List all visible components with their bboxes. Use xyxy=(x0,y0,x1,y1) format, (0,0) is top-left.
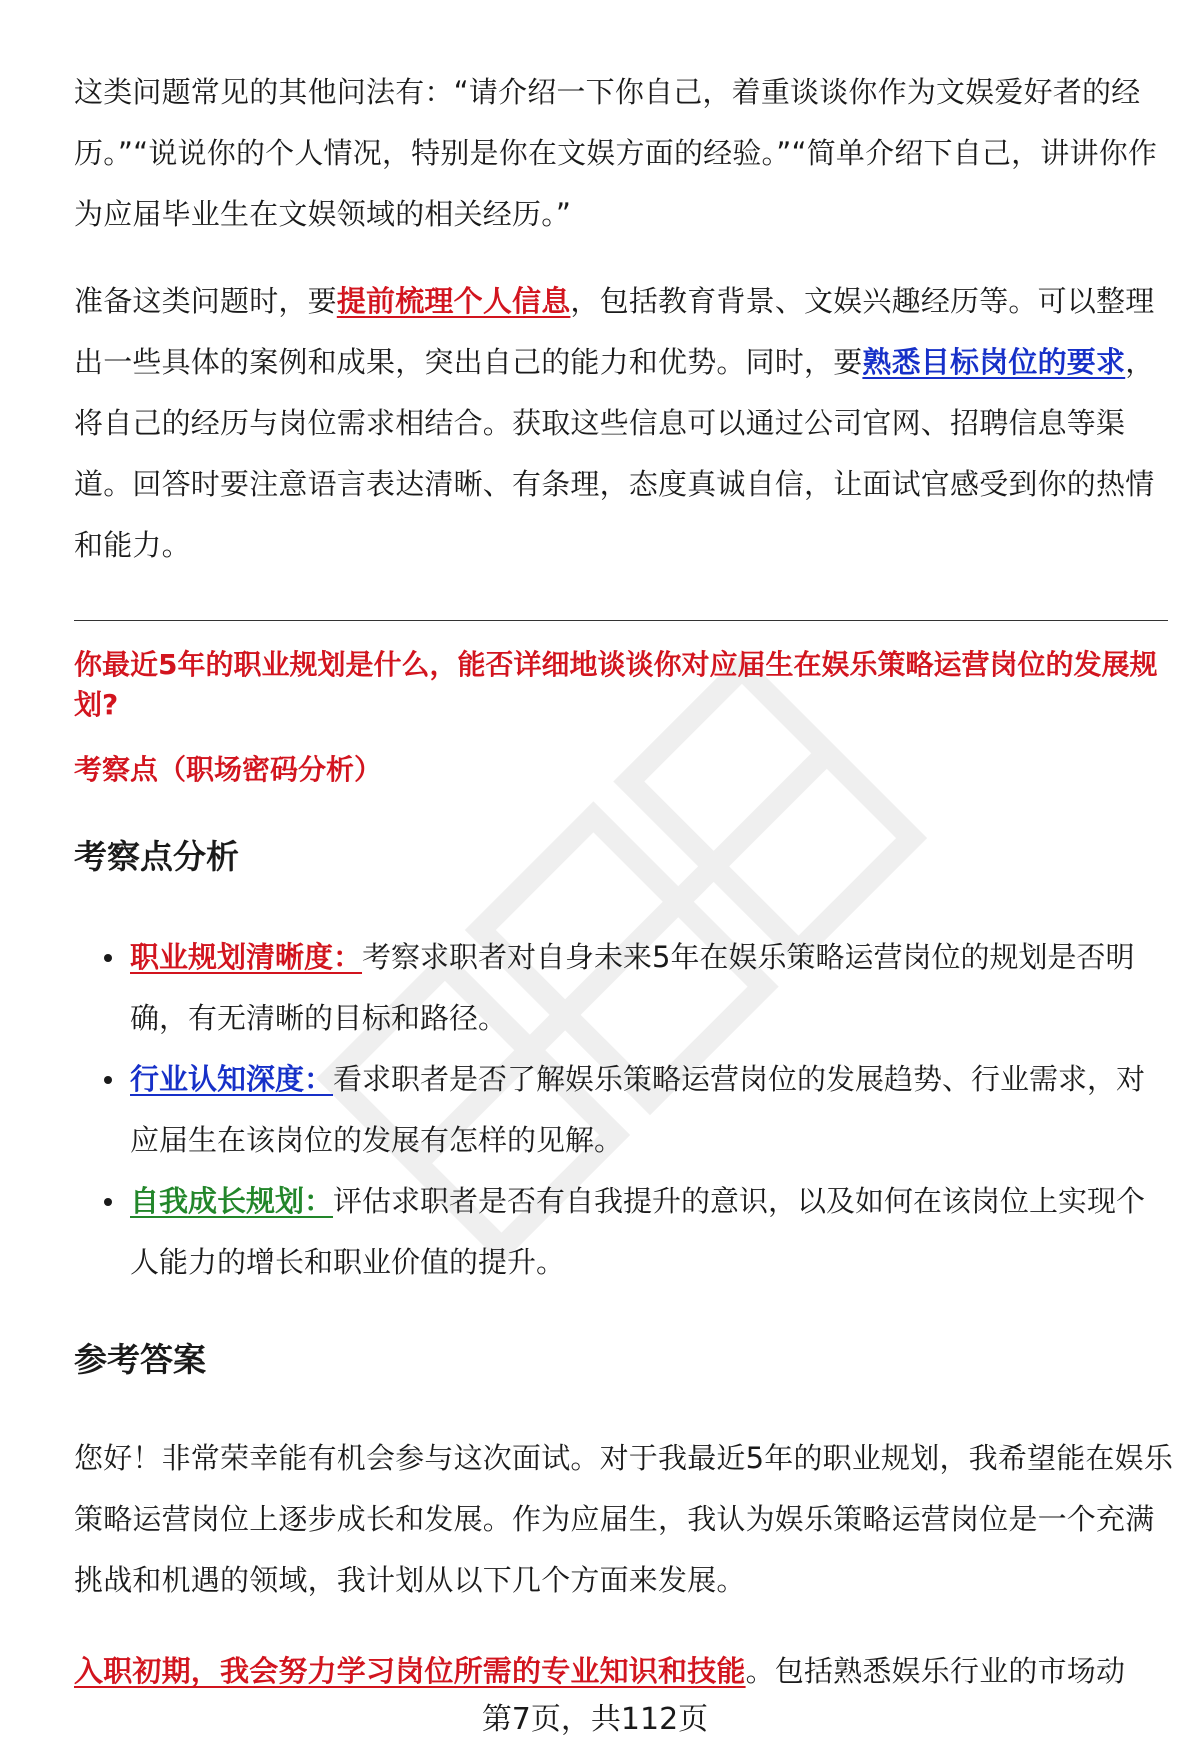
list-item xyxy=(74,927,1174,1049)
bullet-dot xyxy=(104,1198,112,1206)
question-title: 你最近5年的职业规划是什么，能否详细地谈谈你对应届生在娱乐策略运营岗位的发展规划? xyxy=(74,648,1158,721)
analysis-list xyxy=(74,927,1174,1293)
bullet-text: 考察求职者对自身未来5年在娱乐策略运营岗位的规划是否明确，有无清晰的目标和路径。 xyxy=(130,940,1135,1035)
kaocha-tag: 考察点（职场密码分析） xyxy=(74,753,383,786)
analysis-heading: 考察点分析 xyxy=(74,837,239,876)
bullet-text: 评估求职者是否有自我提升的意识，以及如何在该岗位上实现个人能力的增长和职业价值的提升。 xyxy=(130,1184,1146,1279)
answer-heading: 参考答案 xyxy=(74,1340,206,1379)
bullet-label: 职业规划清晰度： xyxy=(130,940,363,974)
highlight-know-requirements: 熟悉目标岗位的要求 xyxy=(862,345,1126,379)
answer-last-text: 。包括熟悉娱乐行业的市场动 xyxy=(745,1654,1126,1688)
answer-block xyxy=(74,1428,1174,1732)
intro-paragraph: 这类问题常见的其他问法有：“请介绍一下你自己，着重谈谈你作为文娱爱好者的经历。”“说说你的个人情况，特别是你在文娱方面的经验。”“简单介绍下自己，讲讲你作为应届毕业生在文娱领域的相关经历。” xyxy=(74,75,1158,231)
bullet-label: 自我成长规划： xyxy=(130,1184,334,1218)
list-item xyxy=(74,1171,1174,1293)
list-item xyxy=(74,1049,1174,1171)
answer-paragraph: 您好！非常荣幸能有机会参与这次面试。对于我最近5年的职业规划，我希望能在娱乐策略运营岗位上逐步成长和发展。作为应届生，我认为娱乐策略运营岗位是一个充满挑战和机遇的领域，我计划从以下几个方面来发展。 xyxy=(74,1441,1174,1597)
bullet-dot xyxy=(104,1076,112,1084)
prep-text-3: ，将自己的经历与岗位需求相结合。获取这些信息可以通过公司官网、招聘信息等渠道。回答时要注意语言表达清晰、有条理，态度真诚自信，让面试官感受到你的热情和能力。 xyxy=(74,345,1155,562)
bullet-dot xyxy=(104,954,112,962)
section-divider xyxy=(74,620,1168,621)
bullet-text: 看求职者是否了解娱乐策略运营岗位的发展趋势、行业需求，对应届生在该岗位的发展有怎样的见解。 xyxy=(130,1062,1146,1157)
prep-paragraph xyxy=(74,271,1174,576)
prep-text-1: 准备这类问题时，要 xyxy=(74,284,337,318)
top-content xyxy=(74,62,1174,576)
bullet-label: 行业认知深度： xyxy=(130,1062,334,1096)
highlight-learn-skills: 入职初期，我会努力学习岗位所需的专业知识和技能 xyxy=(74,1654,746,1688)
highlight-organize-info: 提前梳理个人信息 xyxy=(336,284,571,318)
page-number-footer: 第7页，共112页 xyxy=(481,1702,709,1737)
answer-last-paragraph xyxy=(74,1641,1174,1702)
prep-text-2: ，包括教育背景、文娱兴趣经历等。可以整理出一些具体的案例和成果，突出自己的能力和优势。同时，要 xyxy=(74,284,1155,379)
